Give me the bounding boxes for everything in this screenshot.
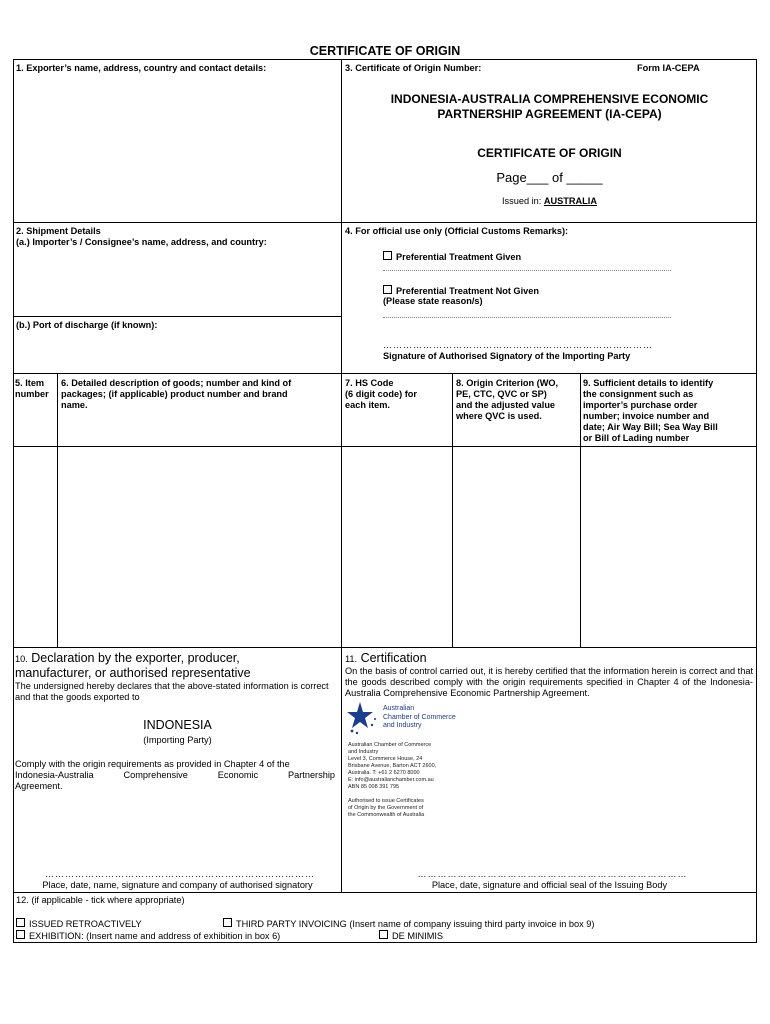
third-party-invoicing-label: THIRD PARTY INVOICING (Insert name of company issuing third party invoice in box 9) xyxy=(236,919,595,929)
exporting-country: INDONESIA xyxy=(143,718,212,732)
agreement-line2: PARTNERSHIP AGREEMENT (IA-CEPA) xyxy=(437,107,662,121)
exporter-signature-dots: ……………………………………………………………………… xyxy=(45,869,315,879)
col6-header-1: 6. Detailed description of goods; number and kind of xyxy=(61,378,292,388)
comply-line-1: Comply with the origin requirements as provided in Chapter 4 of the xyxy=(15,759,290,769)
col6-header-2: packages; (if applicable) product number and brand xyxy=(61,389,288,399)
chamber-address-line: Australian Chamber of Commerce xyxy=(348,742,432,748)
chamber-address-line: E: info@australianchamber.com.au xyxy=(348,777,434,783)
preferential-given-option[interactable] xyxy=(383,251,521,263)
checkbox-icon[interactable] xyxy=(383,251,392,260)
page-number: Page___ of _____ xyxy=(496,170,603,185)
divider xyxy=(13,222,757,223)
checkbox-icon[interactable] xyxy=(16,930,25,939)
remark-line xyxy=(383,317,671,318)
comply-line-3: Agreement. xyxy=(15,781,63,791)
checkbox-icon[interactable] xyxy=(383,285,392,294)
checkbox-icon[interactable] xyxy=(379,930,388,939)
divider xyxy=(452,373,453,647)
col8-header-1: 8. Origin Criterion (WO, xyxy=(456,378,559,388)
divider xyxy=(13,373,757,374)
col9-header-2: the consignment such as xyxy=(583,389,694,399)
importing-signature-label: Signature of Authorised Signatory of the Importing Party xyxy=(383,351,631,361)
divider xyxy=(13,892,757,893)
comply-word: Economic xyxy=(217,770,259,780)
certification-text: On the basis of control carried out, it is hereby certified that the information herein is correct and that the goods described comply with the origin requirements specified in Chapter 4 of the Indonesia-Australia Comprehensive Economic Partnership Agreement. xyxy=(345,666,753,698)
col9-header-3: importer’s purchase order xyxy=(583,400,698,410)
comply-word: Comprehensive xyxy=(123,770,188,780)
col9-header-1: 9. Sufficient details to identify xyxy=(583,378,714,388)
de-minimis-option[interactable] xyxy=(379,930,443,942)
col8-header-3: and the adjusted value xyxy=(456,400,556,410)
col8-header-4: where QVC is used. xyxy=(456,411,542,421)
third-party-invoicing-option[interactable] xyxy=(223,918,594,930)
comply-word: Partnership xyxy=(287,770,335,780)
authorisation-line: Authorised to issue Certificates xyxy=(348,798,424,804)
agreement-line1: INDONESIA-AUSTRALIA COMPREHENSIVE ECONOMIC xyxy=(390,92,709,106)
box12-label: 12. (if applicable - tick where appropriate) xyxy=(16,895,185,905)
col9-header-4: number; invoice number and xyxy=(583,411,710,421)
box2-sub-a: (a.) Importer’s / Consignee’s name, address, and country: xyxy=(16,237,267,247)
issued-label: Issued in: xyxy=(502,196,542,206)
box2-sub-b: (b.) Port of discharge (if known): xyxy=(16,320,158,330)
col5-header-2: number xyxy=(15,389,49,399)
box10-number: 10. xyxy=(15,654,28,664)
preferential-given-label: Preferential Treatment Given xyxy=(396,252,522,262)
issued-retroactively-option[interactable] xyxy=(16,918,142,930)
box10-declaration: The undersigned hereby declares that the above-stated information is correct and that the goods exported to xyxy=(15,681,329,702)
box2-label: 2. Shipment Details xyxy=(16,226,101,236)
divider xyxy=(13,446,757,447)
logo-line-1: Australian xyxy=(383,705,415,712)
col5-header-1: 5. Item xyxy=(15,378,45,388)
authorisation-line: the Commonwealth of Australia xyxy=(348,812,425,818)
box1-label: 1. Exporter’s name, address, country and contact details: xyxy=(16,63,267,73)
page-title: CERTIFICATE OF ORIGIN xyxy=(309,44,461,58)
box3-label: 3. Certificate of Origin Number: xyxy=(345,63,482,73)
col7-header-1: 7. HS Code xyxy=(345,378,394,388)
divider xyxy=(13,647,757,648)
box11-heading: Certification xyxy=(360,651,427,665)
box10-heading-1: Declaration by the exporter, producer, xyxy=(31,651,240,665)
chamber-address-line: and Industry xyxy=(348,749,379,755)
divider xyxy=(580,373,581,647)
divider xyxy=(341,647,342,892)
importing-party-label: (Importing Party) xyxy=(143,735,212,745)
de-minimis-label: DE MINIMIS xyxy=(392,931,444,941)
signature-dots: ……………………………………………………………………… xyxy=(383,340,653,350)
logo-line-2: Chamber of Commerce xyxy=(383,713,456,721)
issued-retroactively-label: ISSUED RETROACTIVELY xyxy=(29,919,142,929)
chamber-address-line: ABN 85 008 391 795 xyxy=(348,784,400,790)
checkbox-icon[interactable] xyxy=(16,918,25,927)
divider xyxy=(57,373,58,647)
exhibition-label: EXHIBITION: (Insert name and address of exhibition in box 6) xyxy=(29,931,281,941)
chamber-address-line: Australia. T: +61 2 6270 8000 xyxy=(348,770,420,776)
box10-heading-2: manufacturer, or authorised representative xyxy=(15,666,251,680)
comply-word: Indonesia-Australia xyxy=(15,770,94,780)
divider xyxy=(13,316,342,317)
cert-title: CERTIFICATE OF ORIGIN xyxy=(477,146,622,160)
col7-header-3: each item. xyxy=(345,400,390,410)
preferential-not-given-label: Preferential Treatment Not Given xyxy=(396,286,539,296)
box11-number: 11. xyxy=(345,654,358,664)
box4-label: 4. For official use only (Official Customs Remarks): xyxy=(345,226,569,236)
exhibition-option[interactable] xyxy=(16,930,280,942)
col9-header-6: or Bill of Lading number xyxy=(583,433,690,443)
remark-line xyxy=(383,270,671,271)
col7-header-2: (6 digit code) for xyxy=(345,389,417,399)
col9-header-5: date; Air Way Bill; Sea Way Bill xyxy=(583,422,718,432)
authorisation-line: of Origin by the Government of xyxy=(348,805,424,811)
exporter-signature-label: Place, date, name, signature and company of authorised signatory xyxy=(42,880,313,890)
logo-line-3: and Industry xyxy=(383,722,422,729)
issuing-body-dots: ……………………………………………………………………… xyxy=(417,869,688,879)
form-code: Form IA-CEPA xyxy=(637,63,700,73)
col6-header-3: name. xyxy=(61,400,88,410)
issued-country: AUSTRALIA xyxy=(543,196,597,206)
chamber-address-line: Brisbane Avenue, Barton ACT 2600, xyxy=(348,763,437,769)
chamber-address-line: Level 3, Commerce House, 24 xyxy=(348,756,423,762)
checkbox-icon[interactable] xyxy=(223,918,232,927)
col8-header-2: PE, CTC, QVC or SP) xyxy=(456,389,547,399)
reason-label: (Please state reason/s) xyxy=(383,296,483,306)
issuing-body-label: Place, date, signature and official seal of the Issuing Body xyxy=(431,880,668,890)
chamber-logo-icon xyxy=(346,701,378,735)
